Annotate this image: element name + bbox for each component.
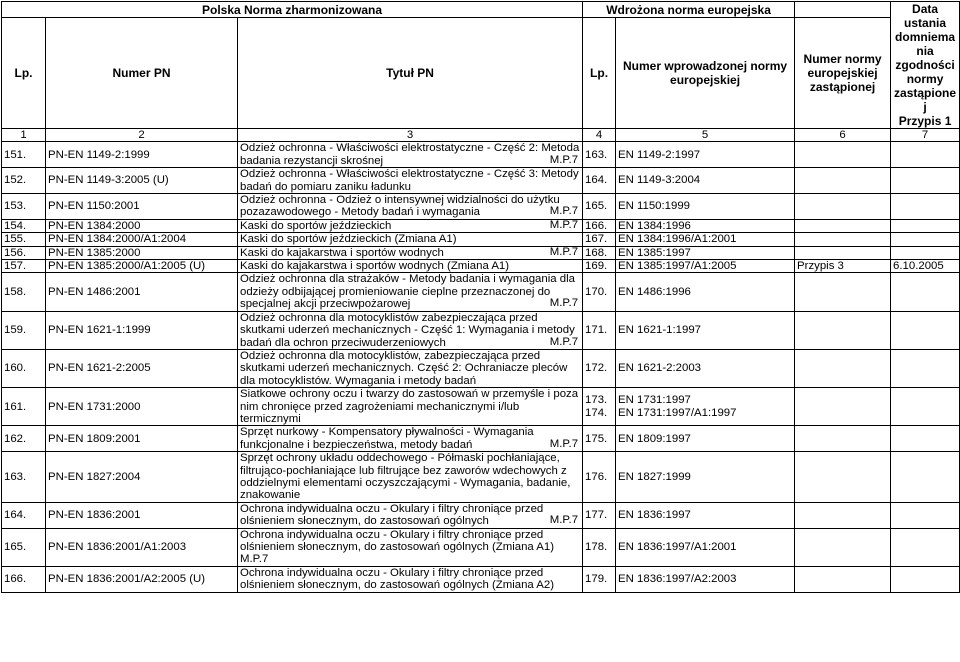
- row-lp: 152.: [2, 168, 46, 194]
- row-date: [891, 566, 960, 592]
- row-eu-number: [616, 502, 795, 528]
- eu-number-value: EN 1836:1997/A1:2001: [618, 541, 737, 553]
- row-eu-number: [616, 233, 795, 246]
- lp2-value: 170.: [585, 285, 608, 298]
- row-replaced-number: [795, 528, 891, 566]
- row-date: 6.10.2005: [891, 260, 960, 273]
- row-pn-number: PN-EN 1384:2000: [46, 219, 238, 232]
- row-lp: 163.: [2, 452, 46, 503]
- lp2-value: 167.: [585, 233, 608, 246]
- eu-number-value: EN 1836:1997/A2:2003: [618, 573, 737, 586]
- table-row: [2, 349, 960, 387]
- row-replaced-number: [795, 502, 891, 528]
- row-mp-ref: M.P.7: [549, 205, 579, 218]
- date-header-l8: j: [923, 100, 927, 114]
- row-date: [891, 246, 960, 259]
- row-eu-number: [616, 260, 795, 273]
- row-eu-number: [616, 311, 795, 349]
- row-replaced-number: [795, 168, 891, 194]
- row-replaced-number: [795, 233, 891, 246]
- row-date: [891, 426, 960, 452]
- row-pn-number: PN-EN 1836:2001: [46, 502, 238, 528]
- row-lp: 165.: [2, 528, 46, 566]
- row-eu-number: [616, 142, 795, 168]
- lp2-value: 165.: [585, 200, 608, 213]
- row-title-text: Kaski do sportów jeździeckich (Zmiana A1): [240, 233, 457, 246]
- row-eu-number: [616, 194, 795, 220]
- eu-number-value: EN 1827:1999: [618, 470, 691, 483]
- row-date: [891, 194, 960, 220]
- row-pn-number: PN-EN 1731:2000: [46, 388, 238, 426]
- lp2-value: 174.: [585, 406, 608, 419]
- row-title: [238, 311, 583, 349]
- row-pn-number: PN-EN 1384:2000/A1:2004: [46, 233, 238, 246]
- table-row: [2, 311, 960, 349]
- lp2-value: 178.: [585, 541, 608, 553]
- table-row: [2, 142, 960, 168]
- row-lp: 162.: [2, 426, 46, 452]
- row-lp2: [583, 311, 616, 349]
- table-row: [2, 273, 960, 311]
- row-title-text: Sprzęt nurkowy - Kompensatory pływalności - Wymagania funkcjonalne i bezpieczeństwa, metody badań: [240, 426, 534, 451]
- lp-header: Lp.: [2, 18, 46, 129]
- row-date: [891, 528, 960, 566]
- row-title: [238, 142, 583, 168]
- row-mp-ref: M.P.7: [549, 153, 579, 166]
- date-header-l4: nia: [916, 44, 934, 58]
- row-date: [891, 349, 960, 387]
- row-date: [891, 502, 960, 528]
- row-lp: 164.: [2, 502, 46, 528]
- row-title: [238, 273, 583, 311]
- row-title: [238, 168, 583, 194]
- row-lp2: [583, 566, 616, 592]
- row-replaced-number: [795, 388, 891, 426]
- row-title-text: Kaski do kajakarstwa i sportów wodnych (Zmiana A1): [240, 260, 510, 273]
- blank-header: [795, 2, 891, 18]
- column-number: 7: [891, 129, 960, 142]
- date-header-l1: Data: [912, 2, 939, 16]
- row-lp2: [583, 426, 616, 452]
- row-title: [238, 388, 583, 426]
- eu-number-value: EN 1384:1996: [618, 219, 691, 232]
- row-replaced-number: [795, 566, 891, 592]
- title-header: Tytuł PN: [238, 18, 583, 129]
- row-title: [238, 566, 583, 592]
- row-lp2: [583, 219, 616, 232]
- row-title-text: Siatkowe ochrony oczu i twarzy do zastosowań w przemyśle i poza nim chronięce przed zagrożeniami mechanicznymi i/lub termicznymi: [240, 388, 579, 425]
- table-body: [2, 142, 960, 592]
- row-date: [891, 452, 960, 503]
- column-number: 2: [46, 129, 238, 142]
- lp2-value: 164.: [585, 174, 608, 187]
- date-header-l7: zastąpione: [894, 86, 957, 100]
- table-row: [2, 260, 960, 273]
- eu-number-value: EN 1385:1997/A1:2005: [618, 260, 737, 273]
- row-pn-number: PN-EN 1385:2000: [46, 246, 238, 259]
- date-header: [891, 2, 960, 129]
- table-row: [2, 566, 960, 592]
- lp2-value: 169.: [585, 260, 608, 273]
- row-lp2: [583, 260, 616, 273]
- row-lp: 159.: [2, 311, 46, 349]
- row-title: [238, 246, 583, 259]
- date-header-l5: zgodności: [895, 58, 955, 72]
- row-title: [238, 233, 583, 246]
- row-replaced-number: [795, 273, 891, 311]
- table-row: [2, 528, 960, 566]
- row-lp2: [583, 349, 616, 387]
- eu-number-value: EN 1385:1997: [618, 246, 691, 259]
- eu-number-value: EN 1149-3:2004: [618, 174, 701, 187]
- replaced-number-header: Numer normy europejskiej zastąpionej: [795, 18, 891, 129]
- row-mp-ref: M.P.7: [549, 514, 579, 527]
- row-lp2: [583, 528, 616, 566]
- row-pn-number: PN-EN 1385:2000/A1:2005 (U): [46, 260, 238, 273]
- row-title-text: Odzież ochronna - Odzież o intensywnej widzialności do użytku pozazawodowego - Metody badań i wymagania: [240, 194, 560, 219]
- lp2-value: 168.: [585, 246, 608, 259]
- row-pn-number: PN-EN 1809:2001: [46, 426, 238, 452]
- row-eu-number: [616, 246, 795, 259]
- row-lp: 156.: [2, 246, 46, 259]
- row-date: [891, 142, 960, 168]
- row-replaced-number: [795, 142, 891, 168]
- row-title-text: Odzież ochronna - Właściwości elektrostatyczne - Część 3: Metody badań do pomiaru zaniku ładunku: [240, 168, 579, 193]
- row-lp: 155.: [2, 233, 46, 246]
- eu-number-header: Numer wprowadzonej normy europejskiej: [616, 18, 795, 129]
- row-replaced-number: [795, 219, 891, 232]
- eu-number-value: EN 1809:1997: [618, 432, 691, 445]
- row-lp2: [583, 142, 616, 168]
- table-row: [2, 194, 960, 220]
- row-replaced-number: [795, 452, 891, 503]
- table-row: [2, 502, 960, 528]
- row-eu-number: [616, 528, 795, 566]
- row-eu-number: [616, 349, 795, 387]
- row-date: [891, 311, 960, 349]
- column-number: 6: [795, 129, 891, 142]
- row-date: [891, 388, 960, 426]
- row-lp: 166.: [2, 566, 46, 592]
- lp2-value: 171.: [585, 324, 608, 337]
- row-replaced-number: [795, 194, 891, 220]
- row-replaced-number: Przypis 3: [795, 260, 891, 273]
- row-lp2: [583, 194, 616, 220]
- row-title-text: Kaski do sportów jeździeckich: [240, 219, 392, 232]
- row-lp2: [583, 168, 616, 194]
- row-mp-ref: M.P.7: [549, 246, 579, 258]
- polish-standard-header: Polska Norma zharmonizowana: [2, 2, 583, 18]
- row-lp: 153.: [2, 194, 46, 220]
- table-row: [2, 426, 960, 452]
- row-pn-number: PN-EN 1836:2001/A2:2005 (U): [46, 566, 238, 592]
- eu-number-value: EN 1384:1996/A1:2001: [618, 233, 737, 246]
- row-title-text: Ochrona indywidualna oczu - Okulary i filtry chroniące przed olśnieniem słonecznym, do zastosowań ogólnych (Zmiana A2): [240, 566, 555, 592]
- lp2-value: 172.: [585, 362, 608, 375]
- row-date: [891, 233, 960, 246]
- eu-number-value: EN 1486:1996: [618, 285, 691, 298]
- row-pn-number: PN-EN 1149-3:2005 (U): [46, 168, 238, 194]
- lp2-value: 176.: [585, 470, 608, 483]
- column-number: 3: [238, 129, 583, 142]
- row-title: [238, 426, 583, 452]
- eu-number-value: EN 1836:1997: [618, 508, 691, 521]
- row-title: [238, 452, 583, 503]
- row-lp: 157.: [2, 260, 46, 273]
- row-pn-number: PN-EN 1150:2001: [46, 194, 238, 220]
- lp2-value: 166.: [585, 219, 608, 232]
- table-row: [2, 452, 960, 503]
- row-lp: 158.: [2, 273, 46, 311]
- row-lp2: [583, 246, 616, 259]
- eu-number-value: EN 1149-2:1997: [618, 148, 701, 161]
- column-number: 4: [583, 129, 616, 142]
- lp2-value: 163.: [585, 148, 608, 161]
- table-row: [2, 246, 960, 259]
- row-lp: 151.: [2, 142, 46, 168]
- row-pn-number: PN-EN 1486:2001: [46, 273, 238, 311]
- row-eu-number: [616, 219, 795, 232]
- row-title: [238, 528, 583, 566]
- eu-number-value: EN 1621-1:1997: [618, 324, 701, 337]
- row-eu-number: [616, 452, 795, 503]
- table-row: [2, 219, 960, 232]
- pn-number-header: Numer PN: [46, 18, 238, 129]
- eu-number-value: EN 1731:1997/A1:1997: [618, 406, 737, 419]
- row-date: [891, 273, 960, 311]
- row-pn-number: PN-EN 1149-2:1999: [46, 142, 238, 168]
- row-mp-ref: M.P.7: [549, 297, 579, 310]
- row-title: [238, 219, 583, 232]
- eu-standard-header: Wdrożona norma europejska: [583, 2, 795, 18]
- table-row: [2, 168, 960, 194]
- row-title-text: Ochrona indywidualna oczu - Okulary i filtry chroniące przed olśnieniem słonecznym, do zastosowań ogólnych: [240, 502, 544, 528]
- row-eu-number: [616, 273, 795, 311]
- date-header-l2: ustania: [904, 16, 947, 30]
- row-date: [891, 168, 960, 194]
- row-replaced-number: [795, 246, 891, 259]
- lp2-value: 175.: [585, 432, 608, 445]
- row-pn-number: PN-EN 1621-1:1999: [46, 311, 238, 349]
- date-header-l6: normy: [906, 72, 944, 86]
- column-numbers-row: [2, 129, 960, 142]
- row-mp-ref: M.P.7: [549, 335, 579, 348]
- row-pn-number: PN-EN 1827:2004: [46, 452, 238, 503]
- table-row: [2, 388, 960, 426]
- row-lp2: [583, 233, 616, 246]
- row-title-text: Odzież ochronna dla motocyklistów zabezpieczająca przed skutkami uderzeń mechanicznych - Część 1: Wymagania i metody badań dla ochron przeciwuderzeniowych: [240, 311, 575, 349]
- row-date: [891, 219, 960, 232]
- table-row: [2, 233, 960, 246]
- standards-table: [1, 1, 960, 593]
- row-replaced-number: [795, 426, 891, 452]
- row-title: [238, 502, 583, 528]
- lp2-value: 179.: [585, 573, 608, 586]
- eu-number-value: EN 1150:1999: [618, 200, 691, 213]
- row-title-text: Odzież ochronna - Właściwości elektrostatyczne - Część 2: Metoda badania rezystancji skrośnej: [240, 142, 580, 167]
- row-title-text: Kaski do kajakarstwa i sportów wodnych: [240, 246, 444, 259]
- eu-number-value: EN 1731:1997: [618, 394, 691, 407]
- row-title: [238, 260, 583, 273]
- row-pn-number: PN-EN 1621-2:2005: [46, 349, 238, 387]
- row-lp2: [583, 388, 616, 426]
- row-lp2: [583, 452, 616, 503]
- row-title: [238, 349, 583, 387]
- row-lp: 161.: [2, 388, 46, 426]
- row-replaced-number: [795, 349, 891, 387]
- eu-number-value: EN 1621-2:2003: [618, 362, 701, 375]
- row-title-text: Odzież ochronna dla strażaków - Metody badania i wymagania dla odzieży odbijającej promieniowanie cieplne przeznaczonej do specjalnej akcji przeciwpożarowej: [240, 273, 575, 311]
- column-number: 1: [2, 129, 46, 142]
- row-pn-number: PN-EN 1836:2001/A1:2003: [46, 528, 238, 566]
- date-header-l3: domniema: [895, 30, 956, 44]
- row-title-text: Odzież ochronna dla motocyklistów, zabezpieczająca przed skutkami uderzeń mechanicznych. Część 2: Ochraniacze pleców dla motocyklistów. Wymagania i metody badań: [240, 349, 568, 387]
- row-title-text: Ochrona indywidualna oczu - Okulary i filtry chroniące przed olśnieniem słonecznym, do zastosowań ogólnych (Zmiana A1) M.P.7: [240, 528, 555, 566]
- lp2-value: 173.: [585, 394, 608, 407]
- row-lp2: [583, 273, 616, 311]
- lp2-value: 177.: [585, 508, 608, 521]
- row-eu-number: [616, 388, 795, 426]
- row-lp: 160.: [2, 349, 46, 387]
- row-title: [238, 194, 583, 220]
- row-eu-number: [616, 566, 795, 592]
- row-eu-number: [616, 426, 795, 452]
- date-header-l9: Przypis 1: [898, 114, 952, 128]
- row-replaced-number: [795, 311, 891, 349]
- row-lp2: [583, 502, 616, 528]
- row-mp-ref: M.P.7: [549, 437, 579, 450]
- row-mp-ref: M.P.7: [549, 219, 579, 231]
- lp2-header: Lp.: [583, 18, 616, 129]
- row-eu-number: [616, 168, 795, 194]
- row-title-text: Sprzęt ochrony układu oddechowego - Półmaski pochłaniające, filtrująco-pochłaniające lub filtrujące bez zaworów wdechowych z oddzielnymi elementami oczyszczającymi - Wymagania, badanie, znakowanie: [240, 452, 571, 502]
- column-number: 5: [616, 129, 795, 142]
- row-lp: 154.: [2, 219, 46, 232]
